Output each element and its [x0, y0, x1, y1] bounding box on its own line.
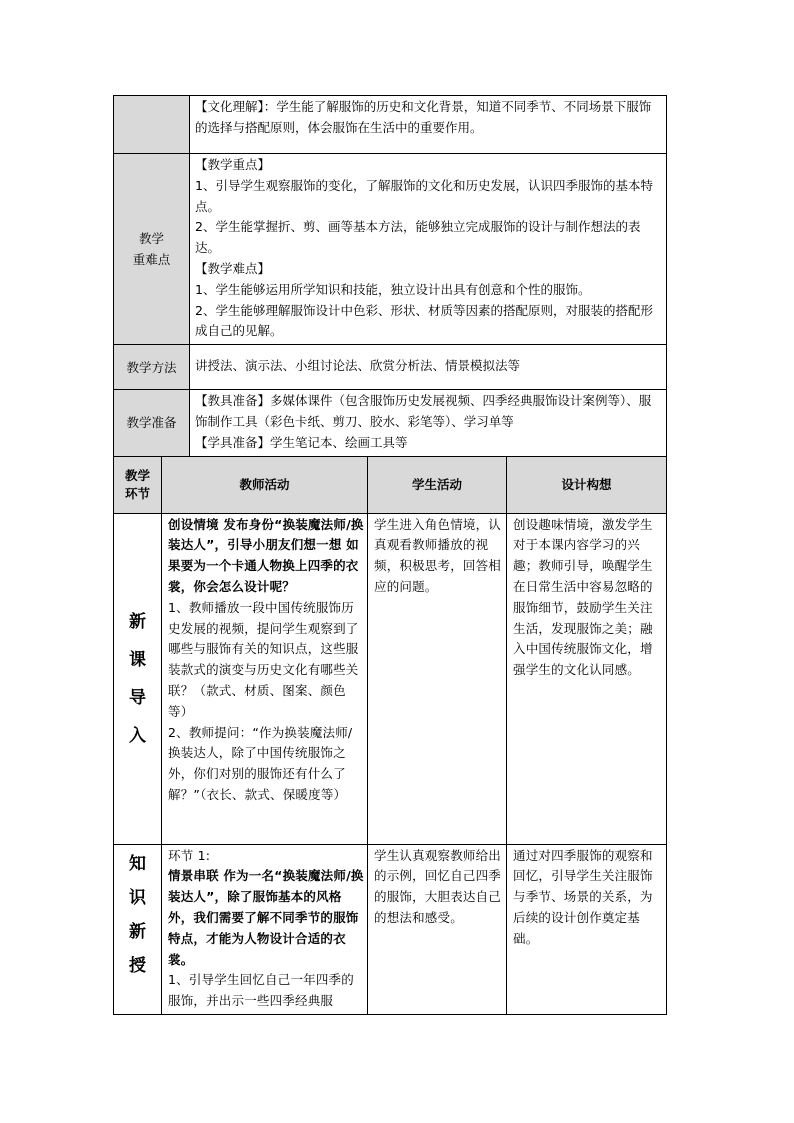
- intro-student-text: 学生进入角色情境，认真观看教师播放的视频，积极思考，回答相应的问题。: [374, 516, 502, 594]
- focus-cell: [190, 154, 667, 345]
- difficulty-heading: 【教学难点】: [195, 260, 271, 276]
- key-point-2: 2、学生能掌握折、剪、画等基本方法，能够独立完成服饰的设计与制作想法的表达。: [195, 219, 641, 256]
- method-row: [114, 345, 667, 390]
- key-point-1: 1、引导学生观察服饰的变化，了解服饰的文化和历史发展，认识四季服饰的基本特点。: [195, 177, 653, 214]
- stage-new-knowledge: 知 识 新 授: [114, 844, 162, 1014]
- difficulty-1: 1、学生能够运用所学知识和技能，独立设计出具有创意和个性的服饰。: [195, 281, 591, 297]
- activity-table: [113, 456, 667, 1015]
- intro-teacher-lead: 创设情境 发布身份“换装魔法师/换装达人”，引导小朋友们想一想 如果要为一个卡通人物换上四季的衣裳，你会怎么设计呢？: [168, 516, 364, 594]
- culture-cell: [190, 96, 667, 154]
- stage-intro: 新 课 导 入: [114, 513, 162, 844]
- method-label: 教学方法: [114, 345, 190, 390]
- prep-label: 教学准备: [114, 390, 190, 456]
- intro-teacher-step-2: 2、教师提问：“作为换装魔法师/换装达人，除了中国传统服饰之外，你们对别的服饰还有什么了解？”（衣长、款式、保暖度等）: [168, 724, 353, 802]
- prep-row: [114, 390, 667, 456]
- key-points-heading: 【教学重点】: [195, 157, 271, 172]
- method-text: 讲授法、演示法、小组讨论法、欣赏分析法、情景模拟法等: [195, 358, 521, 374]
- section-intro-row: [114, 513, 667, 844]
- intro-teacher-step-1: 1、教师播放一段中国传统服饰历史发展的视频，提问学生观察到了哪些与服饰有关的知识点，这些服装款式的演变与历史文化有哪些关联？（款式、材质、图案、颜色等）: [168, 599, 359, 719]
- knowledge-student-cell: [368, 844, 507, 1014]
- intro-design-text: 创设趣味情境，激发学生对于本课内容学习的兴趣；教师引导，唤醒学生在日常生活中容易忽略的服饰细节，鼓励学生关注生活，发现服饰之美；融入中国传统服饰文化，增强学生的文化认同感。: [513, 516, 653, 678]
- header-teacher: 教师活动: [162, 456, 368, 513]
- header-student: 学生活动: [368, 456, 507, 513]
- culture-text: 【文化理解】：学生能了解服饰的历史和文化背景，知道不同季节、不同场景下服饰的选择与搭配原则，体会服饰在生活中的重要作用。: [195, 99, 652, 135]
- section-new-knowledge-row: [114, 844, 667, 1014]
- culture-row: [114, 96, 667, 154]
- focus-label: 教学 重难点: [114, 154, 190, 345]
- culture-label-cell: [114, 96, 190, 154]
- prep-tools: 【教具准备】多媒体课件（包含服饰历史发展视频、四季经典服饰设计案例等）、服饰制作工具（彩色卡纸、剪刀、胶水、彩笔等）、学习单等: [195, 393, 652, 429]
- lesson-plan-page: [113, 95, 666, 1015]
- activity-header-row: [114, 456, 667, 513]
- prep-student-tools: 【学具准备】学生笔记本、绘画工具等: [195, 434, 408, 450]
- prep-cell: [190, 390, 667, 456]
- header-design: 设计构想: [507, 456, 667, 513]
- knowledge-teacher-lead: 情景串联 作为一名“换装魔法师/换装达人”，除了服饰基本的风格外，我们需要了解不同季节的服饰特点，才能为人物设计合适的衣裳。: [168, 868, 364, 967]
- intro-teacher-cell: [162, 513, 368, 844]
- header-stage: 教学 环节: [114, 456, 162, 513]
- intro-design-cell: [507, 513, 667, 844]
- knowledge-teacher-cell: [162, 844, 368, 1014]
- lesson-info-table: [113, 95, 667, 457]
- knowledge-student-text: 学生认真观察教师给出的示例，回忆自己四季的服饰，大胆表达自己的想法和感受。: [374, 847, 502, 925]
- method-cell: [190, 345, 667, 390]
- focus-row: [114, 154, 667, 345]
- difficulty-2: 2、学生能够理解服饰设计中色彩、形状、材质等因素的搭配原则，对服装的搭配形成自己的见解。: [195, 302, 653, 339]
- intro-student-cell: [368, 513, 507, 844]
- knowledge-design-text: 通过对四季服饰的观察和回忆，引导学生关注服饰与季节、场景的关系，为后续的设计创作奠定基础。: [513, 847, 653, 946]
- knowledge-design-cell: [507, 844, 667, 1014]
- knowledge-teacher-step-1: 1、引导学生回忆自己一年四季的服饰，并出示一些四季经典服: [168, 972, 354, 1009]
- knowledge-step-label: 环节 1:: [168, 847, 211, 863]
